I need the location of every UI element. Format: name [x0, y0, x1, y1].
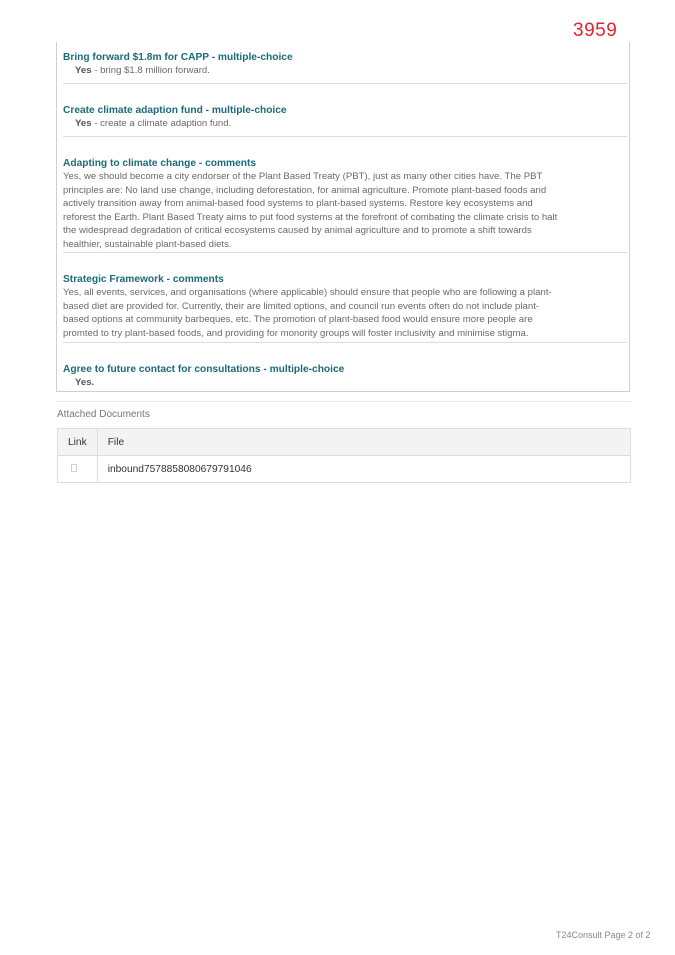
- page-number: 3959: [573, 20, 618, 41]
- divider: [63, 342, 627, 343]
- question-adapting: Adapting to climate change - comments: [63, 158, 257, 169]
- question-capp: Bring forward $1.8m for CAPP - multiple-choice: [63, 52, 293, 63]
- answer-line: principles are: No land use change, including deforestation, for animal agriculture. Promote plant-based foods and: [63, 184, 547, 196]
- link-cell: [58, 456, 98, 483]
- answer-strategic: [63, 286, 627, 340]
- answer-line: Yes, we should become a city endorser of the Plant Based Treaty (PBT), just as many other cities have. The PBT: [63, 171, 543, 182]
- column-header-file: File: [97, 429, 630, 456]
- answer-adapting: [63, 170, 627, 251]
- qa-item-strategic: [63, 273, 627, 340]
- answer-capp-choice: Yes: [75, 65, 92, 76]
- answer-line: based options at community barbeques, etc. The promotion of plant-based food would ensure more people are: [63, 314, 533, 325]
- divider: [56, 401, 631, 402]
- file-link-icon[interactable]: [71, 464, 77, 472]
- answer-line: actively transition away from animal-based food systems to plant-based systems. Restore key ecosystems and: [63, 198, 533, 209]
- question-strategic: Strategic Framework - comments: [63, 274, 224, 285]
- table-header-row: [58, 429, 631, 456]
- answer-climate-fund-choice: Yes: [75, 118, 92, 129]
- divider: [63, 252, 627, 253]
- column-header-link: Link: [58, 429, 98, 456]
- qa-item-future-contact: [63, 363, 627, 390]
- answer-capp: [63, 64, 627, 78]
- qa-item-capp: [63, 51, 627, 78]
- answer-capp-text: - bring $1.8 million forward.: [91, 65, 210, 76]
- answer-line: based diet are provided for. Currently, their are limited options, and council run events often do not include plant-: [63, 300, 540, 312]
- page-footer: T24Consult Page 2 of 2: [556, 930, 651, 940]
- file-name: inbound7578858080679791046: [107, 463, 252, 475]
- answer-line: reforest the Earth. Plant Based Treaty aims to put food systems at the forefront of combating the climate crisis to halt: [63, 211, 558, 223]
- question-future-contact: Agree to future contact for consultations - multiple-choice: [63, 364, 345, 375]
- attached-documents-table: [57, 428, 631, 483]
- question-climate-fund: Create climate adaption fund - multiple-choice: [63, 105, 287, 116]
- table-row: [58, 456, 631, 483]
- answer-future-contact-choice: Yes.: [75, 377, 95, 388]
- qa-item-climate-fund: [63, 104, 627, 131]
- divider: [63, 136, 627, 137]
- divider: [63, 83, 627, 84]
- qa-item-adapting: [63, 157, 627, 251]
- answer-line: Yes, all events, services, and organisations (where applicable) should ensure that people who are following a plant-: [63, 287, 552, 298]
- answer-line: the widespread degradation of critical ecosystems caused by animal agriculture and to promote a shift towards: [63, 225, 532, 236]
- answer-climate-fund: [63, 117, 627, 131]
- answer-line: promted to try plant-based foods, and providing for monority groups will foster inclusivity and minimise stigma.: [63, 327, 529, 339]
- submission-panel: [56, 42, 630, 392]
- answer-line: healthier, sustainable plant-based diets.: [63, 238, 232, 250]
- attached-documents-heading: Attached Documents: [57, 409, 150, 420]
- answer-climate-fund-text: - create a climate adaption fund.: [91, 118, 232, 129]
- answer-future-contact: [63, 376, 627, 390]
